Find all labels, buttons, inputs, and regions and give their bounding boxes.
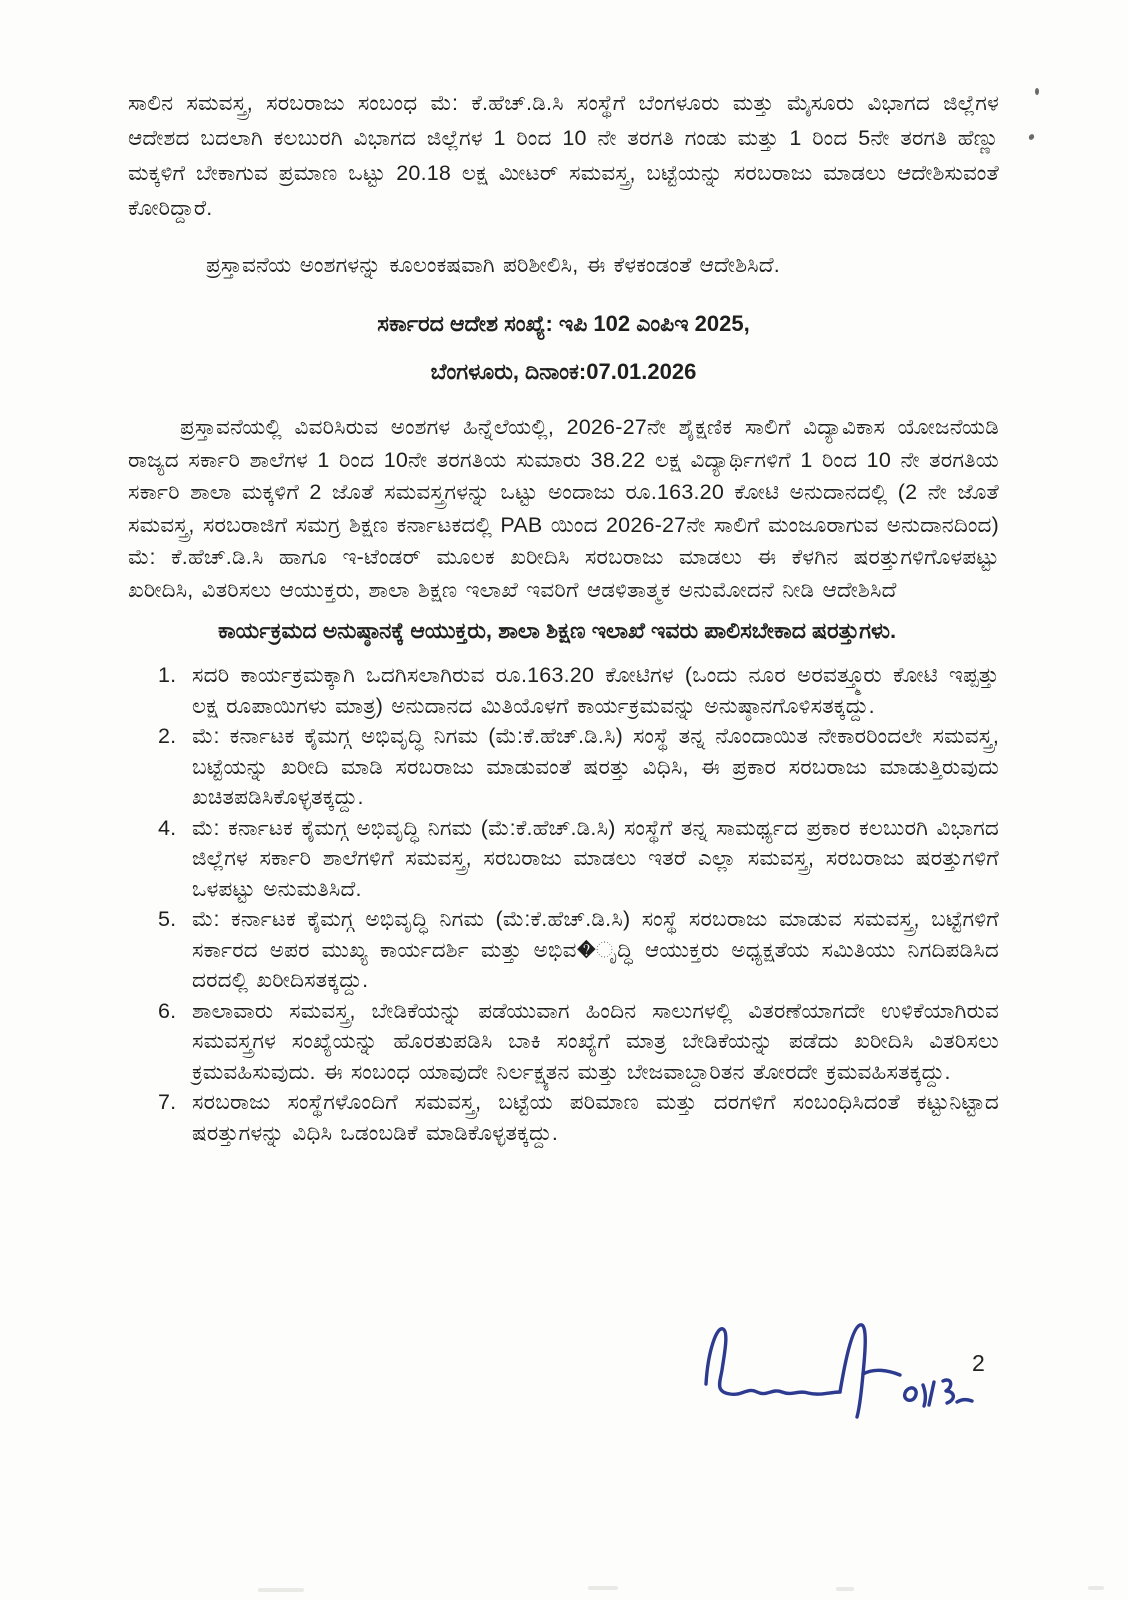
scan-smudge (1088, 1586, 1104, 1590)
list-item-number: 6. (158, 998, 177, 1023)
government-order-number-line: ಸರ್ಕಾರದ ಆದೇಶ ಸಂಖ್ಯೆ: ಇಪಿ 102 ಎಂಪಿಇ 2025, (377, 311, 750, 336)
scan-smudge (258, 1588, 304, 1592)
list-item-text: ಸದರಿ ಕಾರ್ಯಕ್ರಮಕ್ಕಾಗಿ ಒದಗಿಸಲಾಗಿರುವ ರೂ.163.20 ಕೋಟಿಗಳ (ಒಂದು ನೂರ ಅರವತ್ತ್ಮೂರು ಕೋಟಿ ಇಪ್ಪತ್ತು ಲಕ್ಷ ರೂಪಾಯಿಗಳು ಮಾತ್ರ) ಅನುದಾನದ ಮಿತಿಯೊಳಗೆ ಕಾರ್ಯಕ್ರಮವನ್ನು ಅನುಷ್ಠಾನಗೊಳಿಸತಕ್ಕದ್ದು. (192, 663, 999, 718)
page-number: 2 (972, 1350, 985, 1376)
list-item (158, 721, 999, 813)
list-item-text: ಶಾಲಾವಾರು ಸಮವಸ್ತ್ರ, ಬೇಡಿಕೆಯನ್ನು ಪಡೆಯುವಾಗ ಹಿಂದಿನ ಸಾಲುಗಳಲ್ಲಿ ವಿತರಣೆಯಾಗದೇ ಉಳಿಕೆಯಾಗಿರುವ ಸಮವಸ್ತ್ರಗಳ ಸಂಖ್ಯೆಯನ್ನು ಹೊರತುಪಡಿಸಿ ಬಾಕಿ ಸಂಖ್ಯೆಗೆ ಮಾತ್ರ ಬೇಡಿಕೆಯನ್ನು ಪಡೆದು ಖರೀದಿಸಿ ವಿತರಿಸಲು ಕ್ರಮವಹಿಸುವುದು. ಈ ಸಂಬಂಧ ಯಾವುದೇ ನಿರ್ಲಕ್ಷ್ಯತನ ಮತ್ತು ಬೇಜವಾಬ್ದಾರಿತನ ತೋರದೇ ಕ್ರಮವಹಿಸತಕ್ಕದ್ದು. (192, 998, 999, 1084)
paragraph-uniform-supply-request: ಸಾಲಿನ ಸಮವಸ್ತ್ರ, ಸರಬರಾಜು ಸಂಬಂಧ ಮೆ: ಕೆ.ಹೆಚ್.ಡಿ.ಸಿ ಸಂಸ್ಥೆಗೆ ಬೆಂಗಳೂರು ಮತ್ತು ಮೈಸೂರು ವಿಭಾಗದ ಜಿಲ್ಲೆಗಳ ಆದೇಶದ ಬದಲಾಗಿ ಕಲಬುರಗಿ ವಿಭಾಗದ ಜಿಲ್ಲೆಗಳ 1 ರಿಂದ 10 ನೇ ತರಗತಿ ಗಂಡು ಮತ್ತು 1 ರಿಂದ 5ನೇ ತರಗತಿ ಹೆಣ್ಣು ಮಕ್ಕಳಿಗೆ ಬೇಕಾಗುವ ಪ್ರಮಾಣ ಒಟ್ಟು 20.18 ಲಕ್ಷ ಮೀಟರ್ ಸಮವಸ್ತ್ರ, ಬಟ್ಟೆಯನ್ನು ಸರಬರಾಜು ಮಾಡಲು ಆದೇಶಿಸುವಂತೆ ಕೋರಿದ್ದಾರೆ. (128, 91, 999, 220)
list-item-text: ಮೆ: ಕರ್ನಾಟಕ ಕೈಮಗ್ಗ ಅಭಿವೃದ್ಧಿ ನಿಗಮ (ಮೆ:ಕೆ.ಹೆಚ್.ಡಿ.ಸಿ) ಸಂಸ್ಥೆ ಸರಬರಾಜು ಮಾಡುವ ಸಮವಸ್ತ್ರ, ಬಟ್ಟೆಗಳಿಗೆ ಸರ್ಕಾರದ ಅಪರ ಮುಖ್ಯ ಕಾರ್ಯದರ್ಶಿ ಮತ್ತು ಅಭಿವ�ೃದ್ಧಿ ಆಯುಕ್ತರು ಅಧ್ಯಕ್ಷತೆಯ ಸಮಿತಿಯು ನಿಗದಿಪಡಿಸಿದ ದರದಲ್ಲಿ ಖರೀದಿಸತಕ್ಕದ್ದು. (192, 907, 999, 992)
list-item-number: 5. (158, 907, 177, 931)
list-item (158, 660, 999, 721)
list-item-number: 2. (158, 724, 177, 748)
conditions-list (158, 660, 999, 1148)
paragraph-proposal-examined: ಪ್ರಸ್ತಾವನೆಯ ಅಂಶಗಳನ್ನು ಕೂಲಂಕಷವಾಗಿ ಪರಿಶೀಲಿಸಿ, ಈ ಕೆಳಕಂಡಂತೆ ಆದೇಶಿಸಿದೆ. (206, 253, 780, 277)
scan-smudge (588, 1586, 618, 1590)
scan-speck (1028, 133, 1036, 141)
list-item-number: 1. (158, 663, 177, 687)
list-item-text: ಮೆ: ಕರ್ನಾಟಕ ಕೈಮಗ್ಗ ಅಭಿವೃದ್ಧಿ ನಿಗಮ (ಮೆ:ಕೆ.ಹೆಚ್.ಡಿ.ಸಿ) ಸಂಸ್ಥೆಗೆ ತನ್ನ ಸಾಮರ್ಥ್ಯದ ಪ್ರಕಾರ ಕಲಬುರಗಿ ವಿಭಾಗದ ಜಿಲ್ಲೆಗಳ ಸರ್ಕಾರಿ ಶಾಲೆಗಳಿಗೆ ಸಮವಸ್ತ್ರ, ಸರಬರಾಜು ಮಾಡಲು ಇತರೆ ಎಲ್ಲಾ ಸಮವಸ್ತ್ರ, ಸರಬರಾಜು ಷರತ್ತುಗಳಿಗೆ ಒಳಪಟ್ಟು ಅನುಮತಿಸಿದೆ. (192, 815, 999, 901)
conditions-section-heading: ಕಾರ್ಯಕ್ರಮದ ಅನುಷ್ಠಾನಕ್ಕೆ ಆಯುಕ್ತರು, ಶಾಲಾ ಶಿಕ್ಷಣ ಇಲಾಖೆ ಇವರು ಪಾಲಿಸಬೇಕಾದ ಷರತ್ತುಗಳು. (218, 618, 897, 643)
list-item-text: ಸರಬರಾಜು ಸಂಸ್ಥೆಗಳೊಂದಿಗೆ ಸಮವಸ್ತ್ರ, ಬಟ್ಟೆಯ ಪರಿಮಾಣ ಮತ್ತು ದರಗಳಿಗೆ ಸಂಬಂಧಿಸಿದಂತೆ ಕಟ್ಟುನಿಟ್ಟಾದ ಷರತ್ತುಗಳನ್ನು ವಿಧಿಸಿ ಒಡಂಬಡಿಕೆ ಮಾಡಿಕೊಳ್ಳತಕ್ಕದ್ದು. (192, 1090, 999, 1145)
signature-icon (686, 1312, 988, 1424)
list-item (158, 1087, 999, 1148)
list-item (158, 904, 999, 996)
list-item-number: 4. (158, 815, 177, 840)
place-and-date-line: ಬೆಂಗಳೂರು, ದಿನಾಂಕ:07.01.2026 (430, 359, 697, 384)
list-item-text: ಮೆ: ಕರ್ನಾಟಕ ಕೈಮಗ್ಗ ಅಭಿವೃದ್ಧಿ ನಿಗಮ (ಮೆ:ಕೆ.ಹೆಚ್.ಡಿ.ಸಿ) ಸಂಸ್ಥೆ ತನ್ನ ನೊಂದಾಯಿತ ನೇಕಾರರಿಂದಲೇ ಸಮವಸ್ತ್ರ, ಬಟ್ಟೆಯನ್ನು ಖರೀದಿ ಮಾಡಿ ಸರಬರಾಜು ಮಾಡುವಂತೆ ಷರತ್ತು ವಿಧಿಸಿ, ಈ ಪ್ರಕಾರ ಸರಬರಾಜು ಮಾಡುತ್ತಿರುವುದು ಖಚಿತಪಡಿಸಿಕೊಳ್ಳತಕ್ಕದ್ದು. (192, 724, 999, 809)
scan-smudge (836, 1587, 854, 1591)
scan-speck (1035, 88, 1039, 95)
list-item (158, 996, 999, 1088)
list-item-number: 7. (158, 1090, 177, 1114)
list-item (158, 813, 999, 905)
paragraph-order-details: ಪ್ರಸ್ತಾವನೆಯಲ್ಲಿ ವಿವರಿಸಿರುವ ಅಂಶಗಳ ಹಿನ್ನೆಲೆಯಲ್ಲಿ, 2026-27ನೇ ಶೈಕ್ಷಣಿಕ ಸಾಲಿಗೆ ವಿದ್ಯಾವಿಕಾಸ ಯೋಜನೆಯಡಿ ರಾಜ್ಯದ ಸರ್ಕಾರಿ ಶಾಲೆಗಳ 1 ರಿಂದ 10ನೇ ತರಗತಿಯ ಸುಮಾರು 38.22 ಲಕ್ಷ ವಿದ್ಯಾರ್ಥಿಗಳಿಗೆ 1 ರಿಂದ 10 ನೇ ತರಗತಿಯ ಸರ್ಕಾರಿ ಶಾಲಾ ಮಕ್ಕಳಿಗೆ 2 ಜೊತೆ ಸಮವಸ್ತ್ರಗಳನ್ನು ಒಟ್ಟು ಅಂದಾಜು ರೂ.163.20 ಕೋಟಿ ಅನುದಾನದಲ್ಲಿ (2 ನೇ ಜೊತೆ ಸಮವಸ್ತ್ರ, ಸರಬರಾಜಿಗೆ ಸಮಗ್ರ ಶಿಕ್ಷಣ ಕರ್ನಾಟಕದಲ್ಲಿ PAB ಯಿಂದ 2026-27ನೇ ಸಾಲಿಗೆ ಮಂಜೂರಾಗುವ ಅನುದಾನದಿಂದ) ಮೆ: ಕೆ.ಹೆಚ್.ಡಿ.ಸಿ ಹಾಗೂ ಇ-ಟೆಂಡರ್ ಮೂಲಕ ಖರೀದಿಸಿ ಸರಬರಾಜು ಮಾಡಲು ಈ ಕೆಳಗಿನ ಷರತ್ತುಗಳಿಗೊಳಪಟ್ಟು ಖರೀದಿಸಿ, ವಿತರಿಸಲು ಆಯುಕ್ತರು, ಶಾಲಾ ಶಿಕ್ಷಣ ಇಲಾಖೆ ಇವರಿಗೆ ಆಡಳಿತಾತ್ಮಕ ಅನುಮೋದನೆ ನೀಡಿ ಆದೇಶಿಸಿದೆ (128, 415, 999, 602)
